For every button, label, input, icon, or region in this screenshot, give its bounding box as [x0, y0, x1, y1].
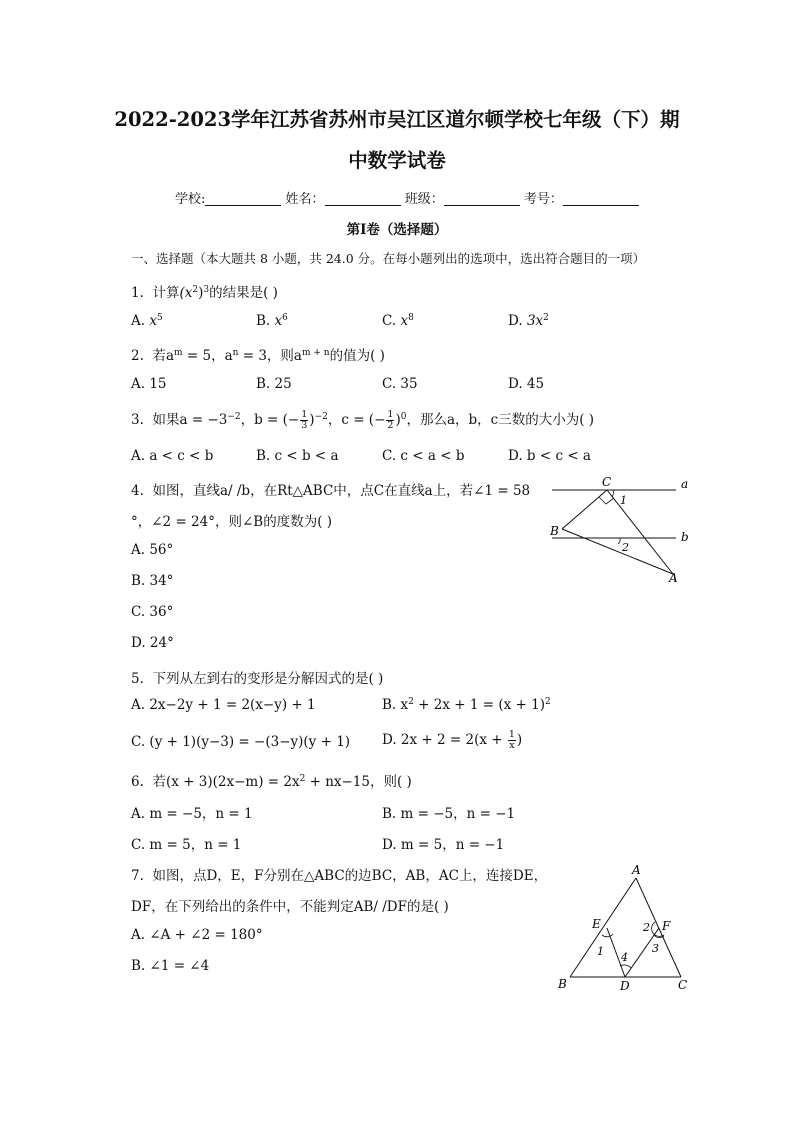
- q1-paren: ): [198, 285, 204, 301]
- label-b: B: [558, 977, 567, 991]
- exam-no-field[interactable]: [563, 192, 639, 206]
- q5-option-b[interactable]: B. $x^2 + 2x + 1 = (x + 1)^2$: [382, 697, 551, 713]
- exam-title-line1: 2022-2023学年江苏省苏州市吴江区道尔顿学校七年级（下）期: [114, 108, 680, 131]
- question-1: [131, 281, 278, 301]
- segment-cb: [562, 490, 607, 529]
- label-e: E: [592, 917, 601, 931]
- label-angle1: 1: [597, 945, 604, 958]
- angle1-arc: [612, 490, 613, 497]
- q1-option-a[interactable]: A. $x^5$: [131, 313, 163, 329]
- q3-option-d[interactable]: D. b < c < a: [508, 448, 591, 464]
- q7-option-a[interactable]: A. ∠A + ∠2 = 180°: [131, 927, 263, 943]
- name-field[interactable]: [325, 192, 401, 206]
- q4-figure: [540, 470, 700, 590]
- label-d: D: [620, 979, 630, 993]
- name-label: 姓名：: [285, 192, 325, 207]
- student-info-row: [175, 188, 639, 207]
- class-label: 班级：: [404, 192, 444, 207]
- segment-ca: [607, 490, 673, 574]
- q1-base: (x: [179, 285, 193, 301]
- segment-ba: [562, 529, 673, 574]
- question-2: 2. 若$a^m = 5$，$a^n = 3$，则$a^{m + n}$的值为( ): [131, 348, 385, 364]
- label-angle1: 1: [620, 494, 627, 507]
- q4-option-c[interactable]: C. 36°: [131, 604, 174, 620]
- q2-option-a[interactable]: A. 15: [131, 376, 167, 392]
- q5-option-a[interactable]: A. 2x−2y + 1 = 2(x−y) + 1: [131, 697, 316, 713]
- label-a: A: [632, 863, 641, 877]
- question-3: 3. 如果$a = -3^{-2}$，b = (− $\frac{1}{3}$ )$^{-2}$，c = (− $\frac{1}{2}$ )$^0$，那么a，b，c三数的大小为( ): [131, 409, 595, 431]
- school-field[interactable]: [205, 192, 281, 206]
- question-4-line2: °，∠2 = 24°，则∠B的度数为( ): [131, 514, 333, 530]
- q7-option-b[interactable]: B. ∠1 = ∠4: [131, 958, 210, 974]
- q6-option-b[interactable]: B. m = −5，n = −1: [382, 806, 516, 822]
- school-label: 学校:: [175, 192, 206, 207]
- q6-option-a[interactable]: A. m = −5，n = 1: [131, 806, 253, 822]
- q2-option-c[interactable]: C. 35: [382, 376, 418, 392]
- label-a-line: a: [681, 477, 689, 491]
- right-angle-mark: [599, 497, 614, 504]
- q1-option-b[interactable]: B. $x^6$: [256, 313, 288, 329]
- label-f: F: [662, 919, 671, 933]
- question-5: 5. 下列从左到右的变形是分解因式的是( ): [131, 671, 384, 687]
- q1-tail: 的结果是( ): [209, 285, 278, 301]
- q4-option-d[interactable]: D. 24°: [131, 635, 174, 651]
- q3-option-a[interactable]: A. a < c < b: [131, 448, 214, 464]
- question-4-line1: 4. 如图，直线a/ /b，在Rt△ABC中，点C在直线a上，若∠1 = 58: [131, 483, 531, 499]
- label-angle3: 3: [652, 942, 659, 955]
- angle1-arc: [602, 934, 613, 937]
- q4-option-b[interactable]: B. 34°: [131, 573, 174, 589]
- section-header: 一、选择题（本大题共 8 小题，共 24.0 分。在每小题列出的选项中，选出符合题目的一项）: [131, 251, 646, 266]
- section-title: 第I卷（选择题）: [346, 222, 448, 238]
- q2-option-d[interactable]: D. 45: [508, 376, 545, 392]
- q5-option-d[interactable]: D. 2x + 2 = 2(x + $\frac{1}{x}$ ): [382, 729, 523, 751]
- q3-option-c[interactable]: C. c < a < b: [382, 448, 465, 464]
- label-c: C: [678, 978, 688, 992]
- q1-text: 计算: [152, 285, 180, 301]
- question-6: 6. 若$(x + 3)(2x-m) = 2x^2 + nx-15$，则( ): [131, 774, 412, 790]
- label-a: A: [669, 571, 678, 585]
- question-7-line2: DF，在下列给出的条件中，不能判定AB/ /DF的是( ): [131, 899, 449, 915]
- q2-option-b[interactable]: B. 25: [256, 376, 292, 392]
- q3-option-b[interactable]: B. c < b < a: [256, 448, 339, 464]
- angle2-arc: [618, 538, 620, 544]
- label-angle4: 4: [621, 951, 628, 964]
- exam-title-line2: 中数学试卷: [348, 149, 446, 172]
- q6-option-d[interactable]: D. m = 5，n = −1: [382, 837, 505, 853]
- question-7-line1: 7. 如图，点D，E，F分别在△ABC的边BC，AB，AC上，连接DE，: [131, 868, 548, 884]
- q1-exp1: 2: [192, 285, 199, 295]
- q1-option-d[interactable]: D. $3x^2$: [508, 313, 549, 329]
- label-b: B: [550, 524, 559, 538]
- label-c: C: [602, 475, 612, 489]
- q6-option-c[interactable]: C. m = 5，n = 1: [131, 837, 242, 853]
- label-angle2: 2: [643, 921, 650, 934]
- q5-option-c[interactable]: C. (y + 1)(y−3) = −(3−y)(y + 1): [131, 734, 351, 750]
- q4-option-a[interactable]: A. 56°: [131, 542, 174, 558]
- q1-number: 1.: [131, 285, 144, 301]
- q1-exp2: 3: [203, 285, 210, 295]
- exam-no-label: 考号：: [523, 192, 563, 207]
- class-field[interactable]: [444, 192, 520, 206]
- q1-option-c[interactable]: C. $x^8$: [382, 313, 414, 329]
- label-b-line: b: [681, 530, 689, 544]
- label-angle2: 2: [622, 541, 629, 554]
- q7-figure: [550, 860, 720, 1000]
